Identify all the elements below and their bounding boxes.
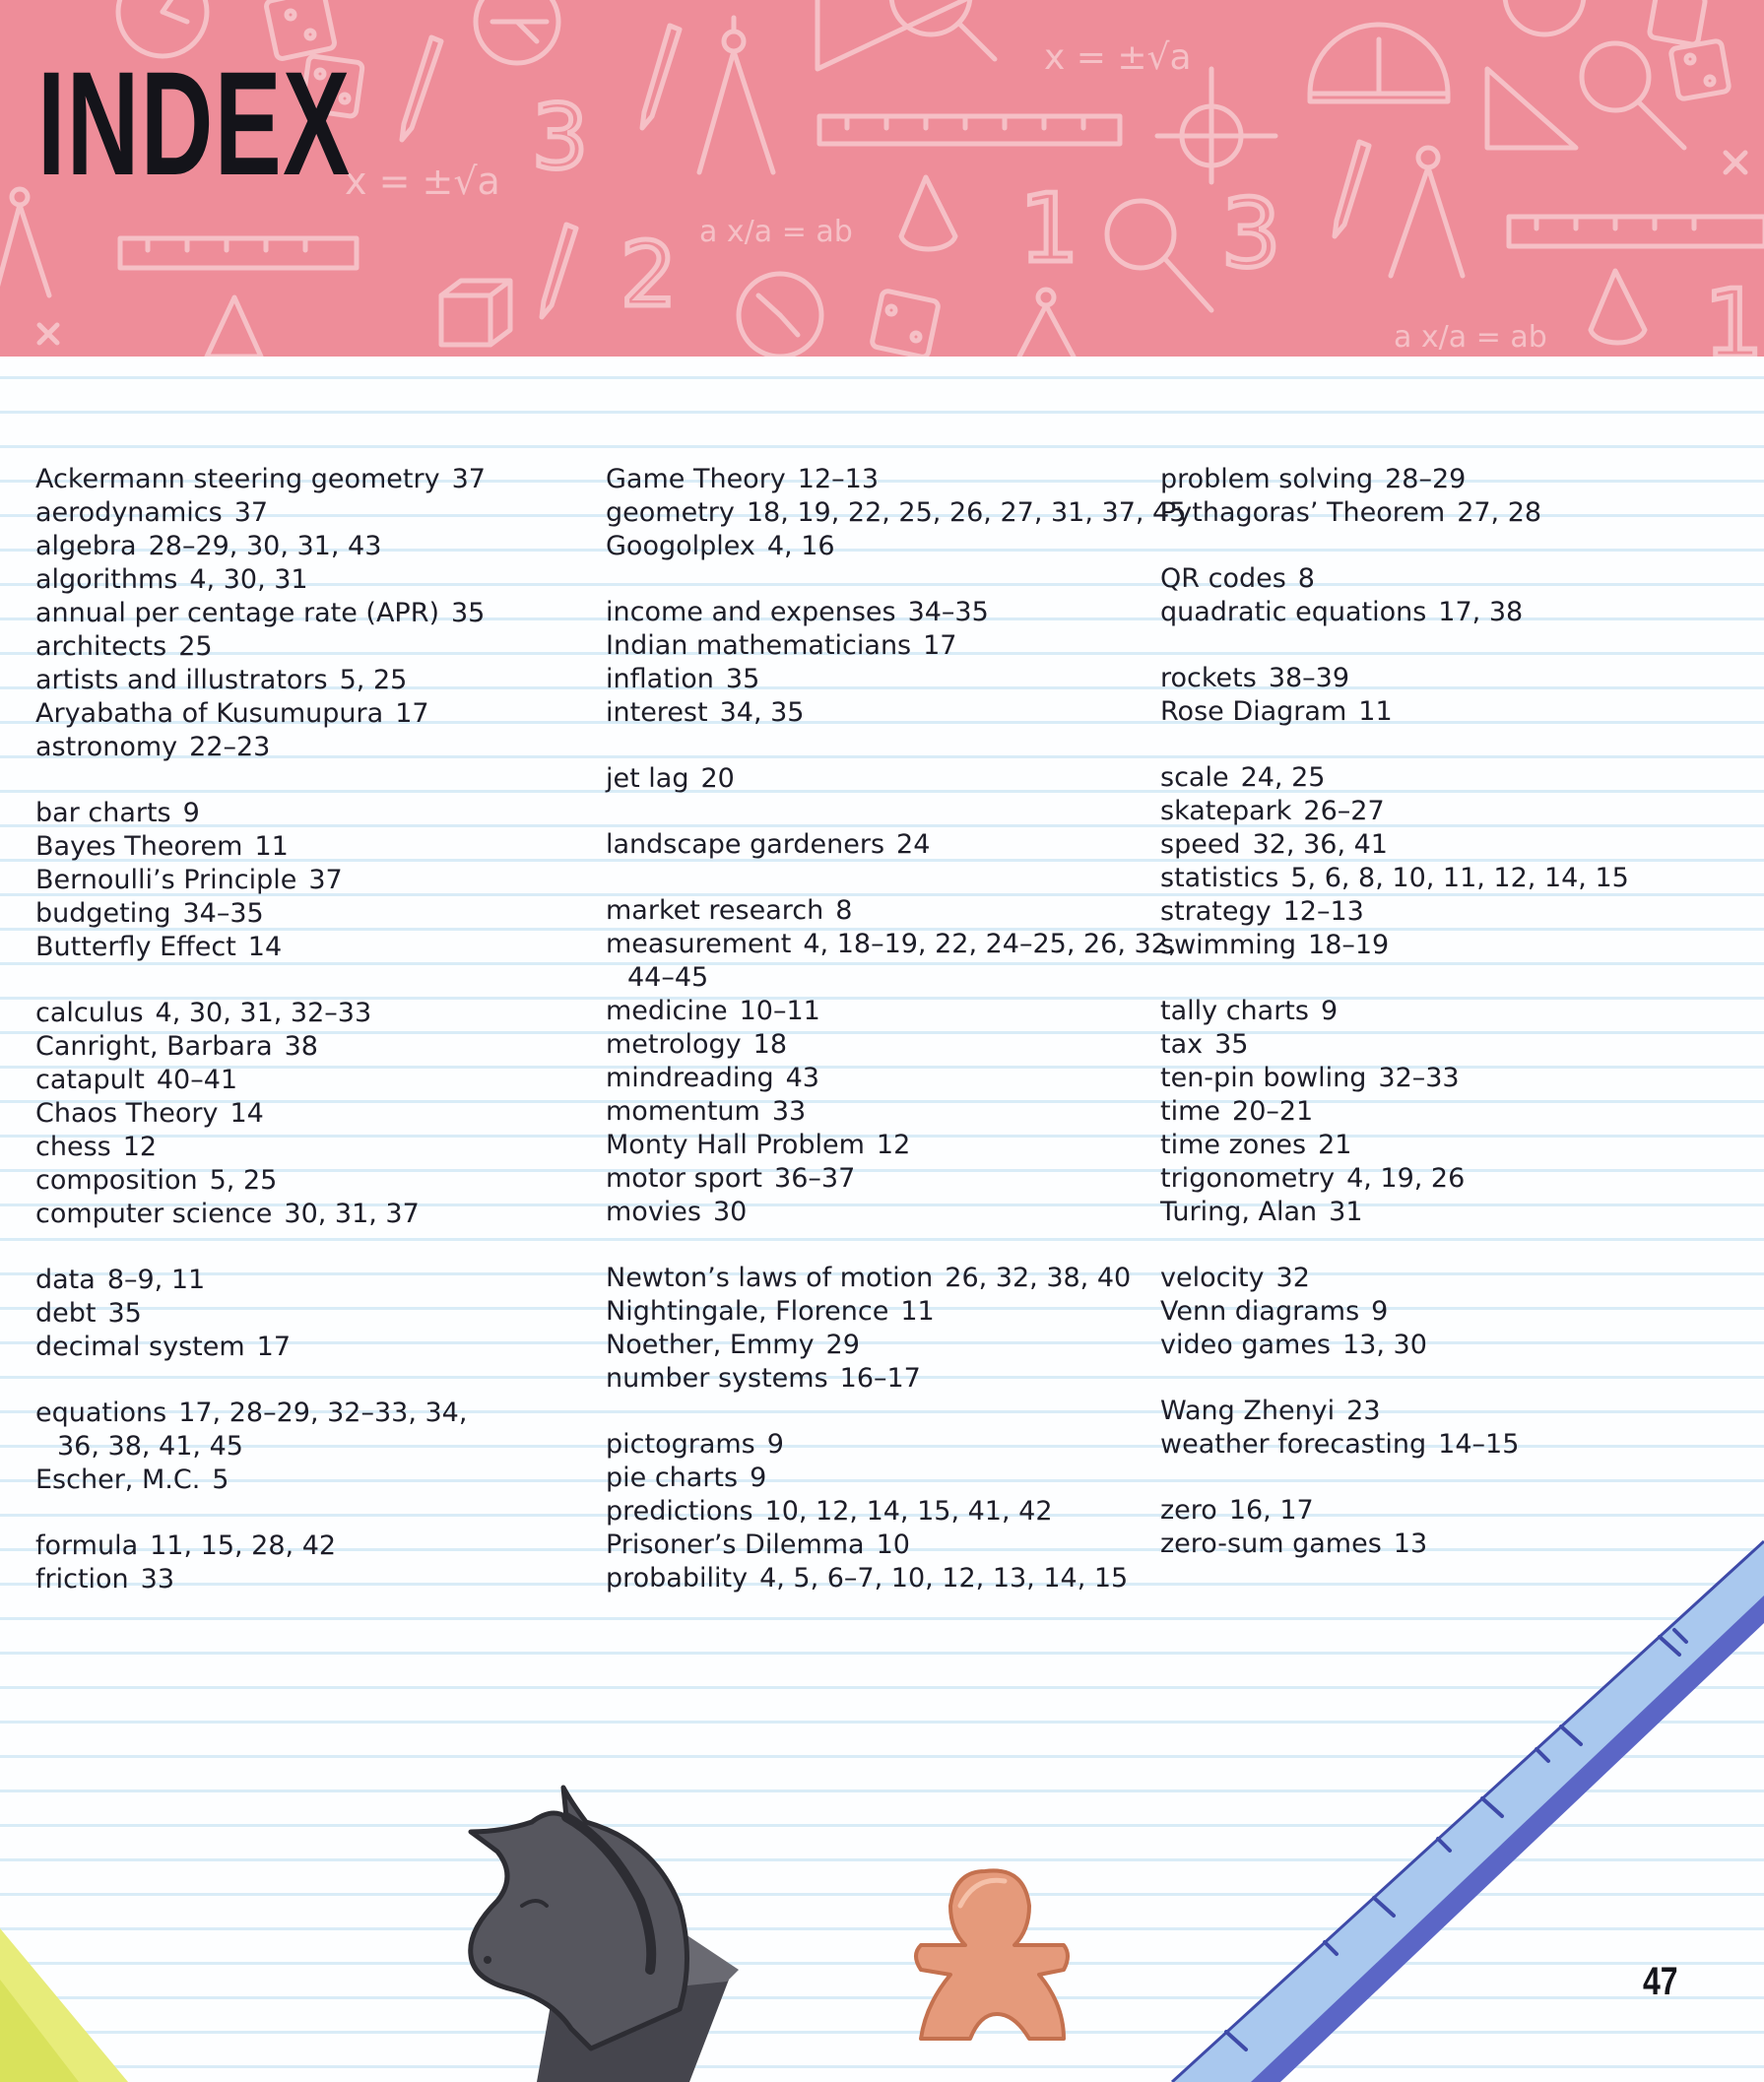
index-page-refs: 18–19 <box>1308 930 1390 960</box>
index-page-refs: 32–33 <box>1378 1063 1460 1093</box>
index-page-refs: 20–21 <box>1232 1096 1314 1127</box>
index-term: weather forecasting <box>1160 1429 1427 1460</box>
index-page-refs: 12–13 <box>797 464 879 494</box>
index-term: mindreading <box>606 1063 774 1093</box>
index-term: motor sport <box>606 1163 763 1194</box>
index-term: Venn diagrams <box>1160 1296 1360 1327</box>
index-term: strategy <box>1160 896 1272 927</box>
index-page-refs: 11 <box>1358 696 1393 727</box>
index-page-refs: 14–15 <box>1438 1429 1520 1460</box>
index-term: quadratic equations <box>1160 597 1427 627</box>
index-page-refs: 12 <box>122 1132 158 1162</box>
page-title: INDEX <box>37 40 352 206</box>
index-term: Noether, Emmy <box>606 1330 815 1360</box>
index-term: Chaos Theory <box>35 1098 219 1129</box>
index-page-refs: 8 <box>835 895 853 926</box>
index-page-refs: 5 <box>212 1464 229 1495</box>
index-term: algorithms <box>35 564 178 595</box>
index-term: scale <box>1160 762 1229 793</box>
index-term: inflation <box>606 664 714 694</box>
index-page-refs: 35 <box>450 598 486 628</box>
index-term: astronomy <box>35 732 178 762</box>
index-page-refs: 4, 30, 31, 32–33 <box>155 998 372 1028</box>
index-page-refs: 12 <box>876 1130 911 1160</box>
index-page-refs: 34, 35 <box>719 697 805 728</box>
index-term: friction <box>35 1564 129 1594</box>
index-page-refs: 5, 6, 8, 10, 11, 12, 14, 15 <box>1290 863 1629 893</box>
index-term: composition <box>35 1165 198 1196</box>
index-page-refs: 35 <box>107 1298 142 1329</box>
formula-label: x = ±√a <box>345 160 500 203</box>
index-term: bar charts <box>35 798 171 828</box>
index-page-refs: 20 <box>700 763 735 794</box>
index-page-refs: 17 <box>395 698 429 729</box>
index-term: algebra <box>35 531 137 561</box>
index-page-refs: 4, 19, 26 <box>1346 1163 1466 1194</box>
index-term: Bernoulli’s Principle <box>35 865 297 895</box>
index-term: architects <box>35 631 167 662</box>
index-term: Indian mathematicians <box>606 630 912 661</box>
index-page-refs: 14 <box>247 932 283 962</box>
index-page-refs: 13 <box>1393 1529 1428 1559</box>
index-term: artists and illustrators <box>35 665 328 695</box>
index-page-refs: 38–39 <box>1268 663 1350 693</box>
index-page-refs: 9 <box>1320 996 1339 1026</box>
numeral-label: 3 <box>1221 180 1281 289</box>
index-page-refs: 5, 25 <box>339 665 408 695</box>
index-term: annual per centage rate (APR) <box>35 598 439 628</box>
index-page-refs: 29 <box>825 1330 860 1360</box>
index-page-refs: 16–17 <box>839 1363 921 1394</box>
index-page-refs: 33 <box>771 1096 807 1127</box>
index-page-refs: 30 <box>712 1197 748 1227</box>
index-term: Ackermann steering geometry <box>35 464 440 494</box>
index-term: computer science <box>35 1199 273 1229</box>
index-page-refs: 5, 25 <box>209 1165 278 1196</box>
index-term: Monty Hall Problem <box>606 1130 865 1160</box>
index-term: tax <box>1160 1029 1204 1060</box>
set-square-corner-icon <box>0 1928 128 2082</box>
index-page-refs: 28–29 <box>1385 464 1467 494</box>
index-page-refs: 24 <box>896 829 931 860</box>
formula-label: x = ±√a <box>1044 37 1192 78</box>
formula-label: a x/a = ab <box>1394 320 1547 355</box>
index-page-refs: 14 <box>229 1098 264 1129</box>
index-term: swimming <box>1160 930 1297 960</box>
index-term: skatepark <box>1160 796 1292 826</box>
formula-label: a x/a = ab <box>699 215 853 249</box>
index-page-refs: 35 <box>725 664 760 694</box>
index-term: data <box>35 1265 96 1295</box>
index-term: landscape gardeners <box>606 829 885 860</box>
index-term: chess <box>35 1132 111 1162</box>
index-term: Escher, M.C. <box>35 1464 201 1495</box>
index-page-refs: 38 <box>284 1031 318 1062</box>
index-page-refs: 10–11 <box>739 996 820 1026</box>
index-page-refs: 12–13 <box>1282 896 1364 927</box>
index-page-refs: 31 <box>1329 1197 1363 1227</box>
index-page-refs: 9 <box>182 798 200 828</box>
index-page-refs: 30, 31, 37 <box>284 1199 420 1229</box>
index-page-refs: 4, 5, 6–7, 10, 12, 13, 14, 15 <box>759 1563 1129 1594</box>
index-page-refs: 32 <box>1275 1263 1310 1293</box>
index-term: budgeting <box>35 898 171 929</box>
index-term: number systems <box>606 1363 828 1394</box>
index-term: zero <box>1160 1495 1217 1526</box>
index-page-refs: 21 <box>1318 1130 1352 1160</box>
index-term: zero-sum games <box>1160 1529 1382 1559</box>
index-term: jet lag <box>606 763 689 794</box>
index-term: problem solving <box>1160 464 1374 494</box>
index-page-refs: 37 <box>308 865 343 895</box>
index-term: Newton’s laws of motion <box>606 1263 934 1293</box>
index-term: probability <box>606 1563 749 1594</box>
index-term: Canright, Barbara <box>35 1031 273 1062</box>
index-page-refs: 37 <box>451 464 486 494</box>
index-page-refs: 26, 32, 38, 40 <box>945 1263 1132 1293</box>
index-page-refs: 24, 25 <box>1240 762 1326 793</box>
index-term: time <box>1160 1096 1221 1127</box>
index-page-refs: 34–35 <box>182 898 264 929</box>
index-term: aerodynamics <box>35 497 223 528</box>
index-term: Pythagoras’ Theorem <box>1160 497 1446 528</box>
index-page-refs-continued: 36, 38, 41, 45 <box>57 1431 243 1462</box>
index-term: ten-pin bowling <box>1160 1063 1367 1093</box>
index-page-refs: 16, 17 <box>1228 1495 1314 1526</box>
index-page-refs: 17 <box>256 1332 291 1362</box>
index-page-refs: 32, 36, 41 <box>1252 829 1388 860</box>
index-term: trigonometry <box>1160 1163 1336 1194</box>
index-term: rockets <box>1160 663 1257 693</box>
meeple-icon <box>916 1870 1068 2039</box>
chess-knight-icon <box>471 1788 739 2082</box>
index-term: pie charts <box>606 1463 739 1493</box>
index-page-refs: 4, 18–19, 22, 24–25, 26, 32, <box>803 929 1177 959</box>
index-term: market research <box>606 895 824 926</box>
index-page-refs: 22–23 <box>189 732 271 762</box>
index-page-refs: 18, 19, 22, 25, 26, 27, 31, 37, 45 <box>746 497 1187 528</box>
index-page-refs: 8–9, 11 <box>106 1265 206 1295</box>
index-term: Googolplex <box>606 531 755 561</box>
index-page-refs: 43 <box>785 1063 819 1093</box>
index-term: movies <box>606 1197 701 1227</box>
index-page-refs: 9 <box>750 1463 767 1493</box>
index-term: time zones <box>1160 1130 1307 1160</box>
index-page-refs-continued: 44–45 <box>627 962 709 993</box>
index-term: Aryabatha of Kusumupura <box>35 698 384 729</box>
index-term: video games <box>1160 1330 1331 1360</box>
index-term: income and expenses <box>606 597 896 627</box>
index-page-refs: 17 <box>923 630 957 661</box>
index-page-refs: 9 <box>766 1429 784 1460</box>
index-term: tally charts <box>1160 996 1309 1026</box>
index-term: Butterfly Effect <box>35 932 236 962</box>
index-term: momentum <box>606 1096 760 1127</box>
index-term: equations <box>35 1398 167 1428</box>
index-page-refs: 17, 28–29, 32–33, 34, <box>178 1398 468 1428</box>
index-page-refs: 28–29, 30, 31, 43 <box>148 531 382 561</box>
index-term: measurement <box>606 929 792 959</box>
index-page-refs: 33 <box>140 1564 175 1594</box>
index-term: decimal system <box>35 1332 245 1362</box>
index-page-refs: 23 <box>1346 1396 1381 1426</box>
index-page-refs: 11 <box>254 831 289 862</box>
index-term: velocity <box>1160 1263 1265 1293</box>
index-page-refs: 36–37 <box>774 1163 856 1194</box>
index-page-refs: 11, 15, 28, 42 <box>150 1530 337 1561</box>
index-term: Wang Zhenyi <box>1160 1396 1336 1426</box>
numeral-label: 1 <box>1019 175 1079 284</box>
index-page-refs: 9 <box>1371 1296 1389 1327</box>
index-term: debt <box>35 1298 97 1329</box>
index-page-refs: 18 <box>752 1029 788 1060</box>
index-term: statistics <box>1160 863 1279 893</box>
index-term: catapult <box>35 1065 145 1095</box>
index-page-refs: 8 <box>1297 563 1315 594</box>
index-term: Nightingale, Florence <box>606 1296 889 1327</box>
index-term: calculus <box>35 998 144 1028</box>
index-term: speed <box>1160 829 1241 860</box>
index-page-refs: 27, 28 <box>1457 497 1542 528</box>
index-term: Rose Diagram <box>1160 696 1347 727</box>
index-term: Game Theory <box>606 464 786 494</box>
index-page-refs: 40–41 <box>156 1065 238 1095</box>
index-page-refs: 35 <box>1214 1029 1249 1060</box>
index-term: medicine <box>606 996 728 1026</box>
index-page-refs: 10 <box>876 1529 910 1560</box>
index-term: Bayes Theorem <box>35 831 243 862</box>
index-page-refs: 17, 38 <box>1438 597 1524 627</box>
index-page-refs: 4, 16 <box>766 531 835 561</box>
index-term: QR codes <box>1160 563 1286 594</box>
page-number: 47 <box>1643 1960 1678 2003</box>
index-term: geometry <box>606 497 735 528</box>
index-page-refs: 26–27 <box>1303 796 1385 826</box>
index-term: predictions <box>606 1496 753 1527</box>
index-term: pictograms <box>606 1429 755 1460</box>
index-page-refs: 25 <box>178 631 213 662</box>
index-page-refs: 10, 12, 14, 15, 41, 42 <box>764 1496 1053 1527</box>
numeral-label: 1 <box>1704 271 1764 357</box>
numeral-label: 2 <box>621 224 678 327</box>
index-term: Turing, Alan <box>1160 1197 1318 1227</box>
numeral-label: 3 <box>532 86 589 189</box>
index-term: metrology <box>606 1029 742 1060</box>
index-term: Prisoner’s Dilemma <box>606 1529 865 1560</box>
index-page-refs: 13, 30 <box>1342 1330 1427 1360</box>
index-term: interest <box>606 697 708 728</box>
index-page-refs: 11 <box>900 1296 935 1327</box>
index-page-refs: 4, 30, 31 <box>189 564 308 595</box>
index-term: formula <box>35 1530 139 1561</box>
index-page-refs: 37 <box>233 497 269 528</box>
index-page-refs: 34–35 <box>907 597 989 627</box>
